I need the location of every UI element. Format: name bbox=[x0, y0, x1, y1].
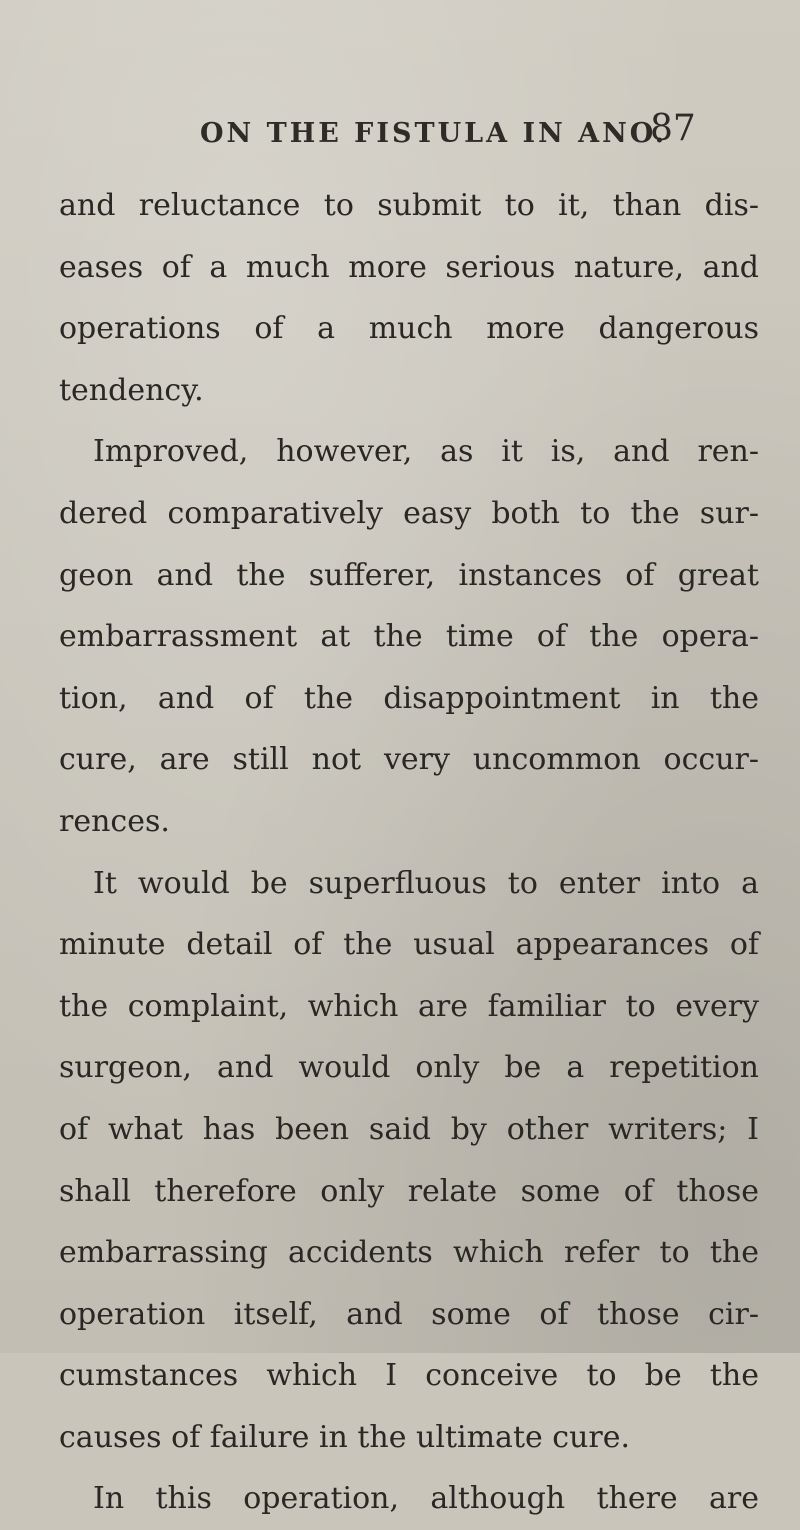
text-line: It would be superfluous to enter into a bbox=[93, 865, 759, 901]
text-line: eases of a much more serious nature, and bbox=[59, 249, 759, 285]
text-line: tion, and of the disappointment in the bbox=[59, 680, 759, 716]
text-line: operation itself, and some of those cir- bbox=[59, 1296, 759, 1332]
text-line: the complaint, which are familiar to every bbox=[59, 988, 759, 1024]
running-title: ON THE FISTULA IN ANO. bbox=[200, 118, 668, 149]
text-line: and reluctance to submit to it, than dis- bbox=[59, 188, 759, 223]
text-line: of what has been said by other writers; I bbox=[59, 1111, 759, 1147]
text-line: surgeon, and would only be a repetition bbox=[59, 1050, 759, 1086]
text-line: operations of a much more dangerous bbox=[59, 311, 759, 347]
text-line: causes of failure in the ultimate cure. bbox=[59, 1419, 631, 1455]
page-number: 87 bbox=[650, 108, 696, 149]
text-line: cumstances which I conceive to be the bbox=[59, 1358, 759, 1394]
text-line: In this operation, although there are bbox=[93, 1481, 759, 1517]
text-line: cure, are still not very uncommon occur- bbox=[59, 742, 759, 778]
text-line: minute detail of the usual appearances of bbox=[59, 927, 759, 963]
text-line: geon and the sufferer, instances of great bbox=[59, 557, 759, 593]
text-line: rences. bbox=[59, 803, 170, 839]
body-text bbox=[59, 175, 759, 1530]
text-line: Improved, however, as it is, and ren- bbox=[93, 434, 759, 470]
text-line: dered comparatively easy both to the sur- bbox=[59, 495, 759, 531]
text-line: tendency. bbox=[59, 372, 204, 408]
text-line: embarrassing accidents which refer to the bbox=[59, 1235, 759, 1271]
text-line: embarrassment at the time of the opera- bbox=[59, 619, 759, 655]
text-line: shall therefore only relate some of those bbox=[59, 1173, 759, 1209]
